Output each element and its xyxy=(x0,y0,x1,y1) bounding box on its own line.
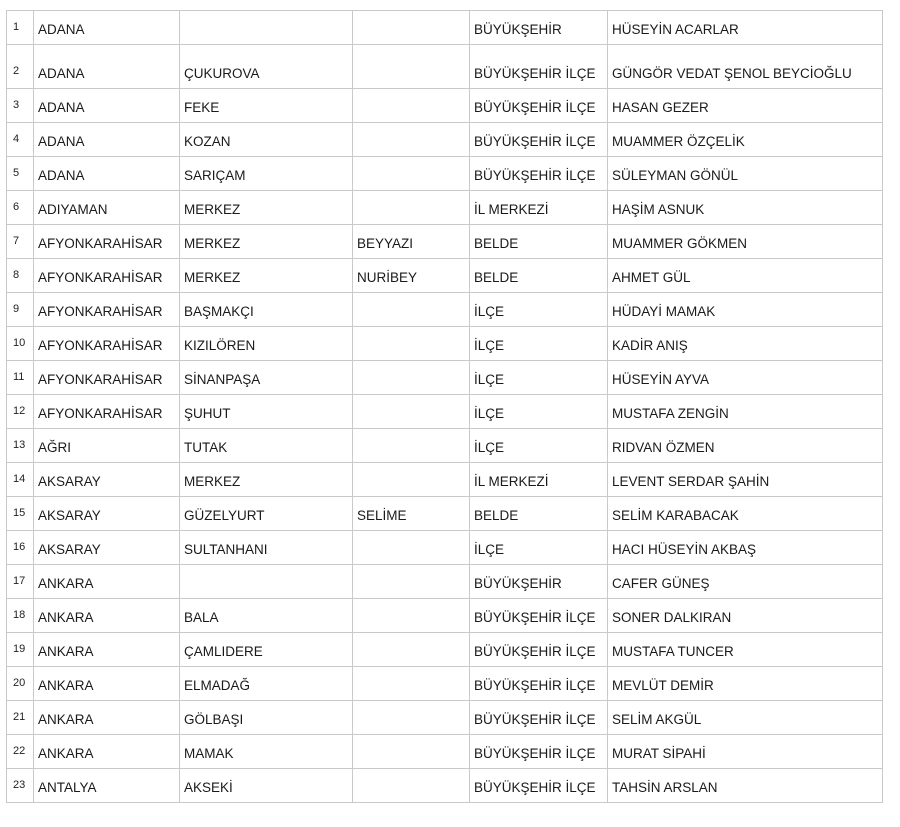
row-number-cell[interactable]: 12 xyxy=(7,395,34,429)
province-cell[interactable]: ADANA xyxy=(34,11,180,45)
row-number-cell[interactable]: 19 xyxy=(7,633,34,667)
table-row xyxy=(7,769,883,803)
municipality-type-cell[interactable]: BÜYÜKŞEHİR İLÇE xyxy=(470,735,608,769)
district-cell[interactable]: KOZAN xyxy=(180,123,353,157)
municipality-type-cell[interactable]: BÜYÜKŞEHİR xyxy=(470,11,608,45)
table-row xyxy=(7,293,883,327)
district-cell[interactable]: ÇAMLIDERE xyxy=(180,633,353,667)
town-cell[interactable] xyxy=(353,361,470,395)
town-cell[interactable] xyxy=(353,327,470,361)
province-cell[interactable]: ANKARA xyxy=(34,565,180,599)
municipality-type-cell[interactable]: BÜYÜKŞEHİR İLÇE xyxy=(470,769,608,803)
province-cell[interactable]: AFYONKARAHİSAR xyxy=(34,327,180,361)
province-cell[interactable]: AFYONKARAHİSAR xyxy=(34,293,180,327)
candidate-name-cell[interactable]: GÜNGÖR VEDAT ŞENOL BEYCİOĞLU xyxy=(608,45,883,89)
table-row xyxy=(7,191,883,225)
table-row xyxy=(7,89,883,123)
district-cell[interactable]: FEKE xyxy=(180,89,353,123)
candidate-name-cell[interactable]: SÜLEYMAN GÖNÜL xyxy=(608,157,883,191)
table-row xyxy=(7,157,883,191)
table-row xyxy=(7,225,883,259)
table-row xyxy=(7,565,883,599)
district-cell[interactable]: BALA xyxy=(180,599,353,633)
candidate-name-cell[interactable]: CAFER GÜNEŞ xyxy=(608,565,883,599)
municipality-type-cell[interactable]: İLÇE xyxy=(470,531,608,565)
province-cell[interactable]: ADIYAMAN xyxy=(34,191,180,225)
candidate-name-cell[interactable]: HÜSEYİN ACARLAR xyxy=(608,11,883,45)
town-cell[interactable] xyxy=(353,11,470,45)
town-cell[interactable] xyxy=(353,701,470,735)
municipality-type-cell[interactable]: BÜYÜKŞEHİR İLÇE xyxy=(470,123,608,157)
district-cell[interactable]: ŞUHUT xyxy=(180,395,353,429)
table-body xyxy=(7,11,883,803)
province-cell[interactable]: AKSARAY xyxy=(34,531,180,565)
candidate-name-cell[interactable]: HÜDAYİ MAMAK xyxy=(608,293,883,327)
town-cell[interactable]: NURİBEY xyxy=(353,259,470,293)
province-cell[interactable]: ANKARA xyxy=(34,599,180,633)
row-number-cell[interactable]: 6 xyxy=(7,191,34,225)
municipality-type-cell[interactable]: BÜYÜKŞEHİR xyxy=(470,565,608,599)
district-cell[interactable]: ÇUKUROVA xyxy=(180,45,353,89)
spreadsheet xyxy=(6,10,883,803)
row-number-cell[interactable]: 5 xyxy=(7,157,34,191)
district-cell[interactable]: SULTANHANI xyxy=(180,531,353,565)
row-number-cell[interactable]: 13 xyxy=(7,429,34,463)
district-cell[interactable]: GÜZELYURT xyxy=(180,497,353,531)
row-number-cell[interactable]: 21 xyxy=(7,701,34,735)
candidate-name-cell[interactable]: MUSTAFA ZENGİN xyxy=(608,395,883,429)
candidate-name-cell[interactable]: HACI HÜSEYİN AKBAŞ xyxy=(608,531,883,565)
district-cell[interactable]: AKSEKİ xyxy=(180,769,353,803)
district-cell[interactable]: MERKEZ xyxy=(180,191,353,225)
table-row xyxy=(7,599,883,633)
town-cell[interactable] xyxy=(353,89,470,123)
municipality-type-cell[interactable]: BÜYÜKŞEHİR İLÇE xyxy=(470,599,608,633)
district-cell[interactable]: SARIÇAM xyxy=(180,157,353,191)
municipality-type-cell[interactable]: İLÇE xyxy=(470,293,608,327)
table-row xyxy=(7,701,883,735)
town-cell[interactable] xyxy=(353,565,470,599)
municipality-type-cell[interactable]: BÜYÜKŞEHİR İLÇE xyxy=(470,89,608,123)
row-number-cell[interactable]: 4 xyxy=(7,123,34,157)
candidate-name-cell[interactable]: MUAMMER GÖKMEN xyxy=(608,225,883,259)
province-cell[interactable]: ANKARA xyxy=(34,701,180,735)
table-row xyxy=(7,259,883,293)
table-row xyxy=(7,11,883,45)
municipality-type-cell[interactable]: İLÇE xyxy=(470,327,608,361)
town-cell[interactable]: SELİME xyxy=(353,497,470,531)
table-row xyxy=(7,667,883,701)
row-number-cell[interactable]: 11 xyxy=(7,361,34,395)
municipality-type-cell[interactable]: BÜYÜKŞEHİR İLÇE xyxy=(470,157,608,191)
province-cell[interactable]: ANKARA xyxy=(34,633,180,667)
row-number-cell[interactable]: 10 xyxy=(7,327,34,361)
table-row xyxy=(7,735,883,769)
province-cell[interactable]: AFYONKARAHİSAR xyxy=(34,361,180,395)
candidate-name-cell[interactable]: HAŞİM ASNUK xyxy=(608,191,883,225)
candidate-name-cell[interactable]: HÜSEYİN AYVA xyxy=(608,361,883,395)
municipality-type-cell[interactable]: İLÇE xyxy=(470,395,608,429)
table-row xyxy=(7,123,883,157)
candidate-name-cell[interactable]: SELİM AKGÜL xyxy=(608,701,883,735)
district-cell[interactable]: MERKEZ xyxy=(180,463,353,497)
candidate-name-cell[interactable]: MEVLÜT DEMİR xyxy=(608,667,883,701)
district-cell[interactable]: MERKEZ xyxy=(180,225,353,259)
candidate-name-cell[interactable]: HASAN GEZER xyxy=(608,89,883,123)
province-cell[interactable]: AFYONKARAHİSAR xyxy=(34,225,180,259)
province-cell[interactable]: ANKARA xyxy=(34,667,180,701)
district-cell[interactable]: SİNANPAŞA xyxy=(180,361,353,395)
row-number-cell[interactable]: 15 xyxy=(7,497,34,531)
row-number-cell[interactable]: 2 xyxy=(7,45,34,89)
table-row xyxy=(7,463,883,497)
district-cell[interactable]: KIZILÖREN xyxy=(180,327,353,361)
province-cell[interactable]: AKSARAY xyxy=(34,463,180,497)
row-number-cell[interactable]: 3 xyxy=(7,89,34,123)
province-cell[interactable]: ANTALYA xyxy=(34,769,180,803)
table-row xyxy=(7,429,883,463)
town-cell[interactable] xyxy=(353,667,470,701)
district-cell[interactable]: MAMAK xyxy=(180,735,353,769)
town-cell[interactable] xyxy=(353,599,470,633)
row-number-cell[interactable]: 16 xyxy=(7,531,34,565)
town-cell[interactable] xyxy=(353,395,470,429)
province-cell[interactable]: AFYONKARAHİSAR xyxy=(34,395,180,429)
town-cell[interactable] xyxy=(353,769,470,803)
district-cell[interactable]: ELMADAĞ xyxy=(180,667,353,701)
candidate-name-cell[interactable]: RIDVAN ÖZMEN xyxy=(608,429,883,463)
province-cell[interactable]: AĞRI xyxy=(34,429,180,463)
town-cell[interactable] xyxy=(353,735,470,769)
province-cell[interactable]: ADANA xyxy=(34,123,180,157)
district-cell[interactable]: BAŞMAKÇI xyxy=(180,293,353,327)
municipality-type-cell[interactable]: BÜYÜKŞEHİR İLÇE xyxy=(470,701,608,735)
town-cell[interactable] xyxy=(353,531,470,565)
district-cell[interactable] xyxy=(180,565,353,599)
municipality-type-cell[interactable]: İLÇE xyxy=(470,361,608,395)
row-number-cell[interactable]: 20 xyxy=(7,667,34,701)
district-cell[interactable]: GÖLBAŞI xyxy=(180,701,353,735)
province-cell[interactable]: AKSARAY xyxy=(34,497,180,531)
row-number-cell[interactable]: 9 xyxy=(7,293,34,327)
candidate-name-cell[interactable]: SELİM KARABACAK xyxy=(608,497,883,531)
municipality-type-cell[interactable]: BELDE xyxy=(470,225,608,259)
municipality-type-cell[interactable]: BÜYÜKŞEHİR İLÇE xyxy=(470,45,608,89)
row-number-cell[interactable]: 17 xyxy=(7,565,34,599)
town-cell[interactable] xyxy=(353,633,470,667)
candidate-name-cell[interactable]: KADİR ANIŞ xyxy=(608,327,883,361)
row-number-cell[interactable]: 8 xyxy=(7,259,34,293)
town-cell[interactable] xyxy=(353,463,470,497)
province-cell[interactable]: ADANA xyxy=(34,157,180,191)
table-row xyxy=(7,395,883,429)
table-row xyxy=(7,531,883,565)
town-cell[interactable] xyxy=(353,293,470,327)
municipality-type-cell[interactable]: İLÇE xyxy=(470,429,608,463)
district-cell[interactable]: MERKEZ xyxy=(180,259,353,293)
table-row xyxy=(7,45,883,89)
row-number-cell[interactable]: 14 xyxy=(7,463,34,497)
town-cell[interactable] xyxy=(353,45,470,89)
candidate-name-cell[interactable]: MURAT SİPAHİ xyxy=(608,735,883,769)
town-cell[interactable] xyxy=(353,123,470,157)
town-cell[interactable] xyxy=(353,429,470,463)
row-number-cell[interactable]: 23 xyxy=(7,769,34,803)
candidate-name-cell[interactable]: AHMET GÜL xyxy=(608,259,883,293)
municipality-type-cell[interactable]: BELDE xyxy=(470,497,608,531)
municipality-type-cell[interactable]: BELDE xyxy=(470,259,608,293)
municipality-type-cell[interactable]: İL MERKEZİ xyxy=(470,191,608,225)
town-cell[interactable] xyxy=(353,191,470,225)
province-cell[interactable]: AFYONKARAHİSAR xyxy=(34,259,180,293)
table-row xyxy=(7,633,883,667)
district-cell[interactable]: TUTAK xyxy=(180,429,353,463)
municipality-type-cell[interactable]: BÜYÜKŞEHİR İLÇE xyxy=(470,667,608,701)
candidate-name-cell[interactable]: SONER DALKIRAN xyxy=(608,599,883,633)
town-cell[interactable] xyxy=(353,157,470,191)
row-number-cell[interactable]: 22 xyxy=(7,735,34,769)
candidate-name-cell[interactable]: LEVENT SERDAR ŞAHİN xyxy=(608,463,883,497)
table-row xyxy=(7,327,883,361)
row-number-cell[interactable]: 7 xyxy=(7,225,34,259)
district-cell[interactable] xyxy=(180,11,353,45)
town-cell[interactable]: BEYYAZI xyxy=(353,225,470,259)
table-row xyxy=(7,497,883,531)
province-cell[interactable]: ADANA xyxy=(34,89,180,123)
row-number-cell[interactable]: 1 xyxy=(7,11,34,45)
candidate-name-cell[interactable]: TAHSİN ARSLAN xyxy=(608,769,883,803)
province-cell[interactable]: ANKARA xyxy=(34,735,180,769)
table-row xyxy=(7,361,883,395)
municipality-type-cell[interactable]: BÜYÜKŞEHİR İLÇE xyxy=(470,633,608,667)
row-number-cell[interactable]: 18 xyxy=(7,599,34,633)
candidate-name-cell[interactable]: MUAMMER ÖZÇELİK xyxy=(608,123,883,157)
municipality-type-cell[interactable]: İL MERKEZİ xyxy=(470,463,608,497)
province-cell[interactable]: ADANA xyxy=(34,45,180,89)
candidate-name-cell[interactable]: MUSTAFA TUNCER xyxy=(608,633,883,667)
candidate-table xyxy=(6,10,883,803)
